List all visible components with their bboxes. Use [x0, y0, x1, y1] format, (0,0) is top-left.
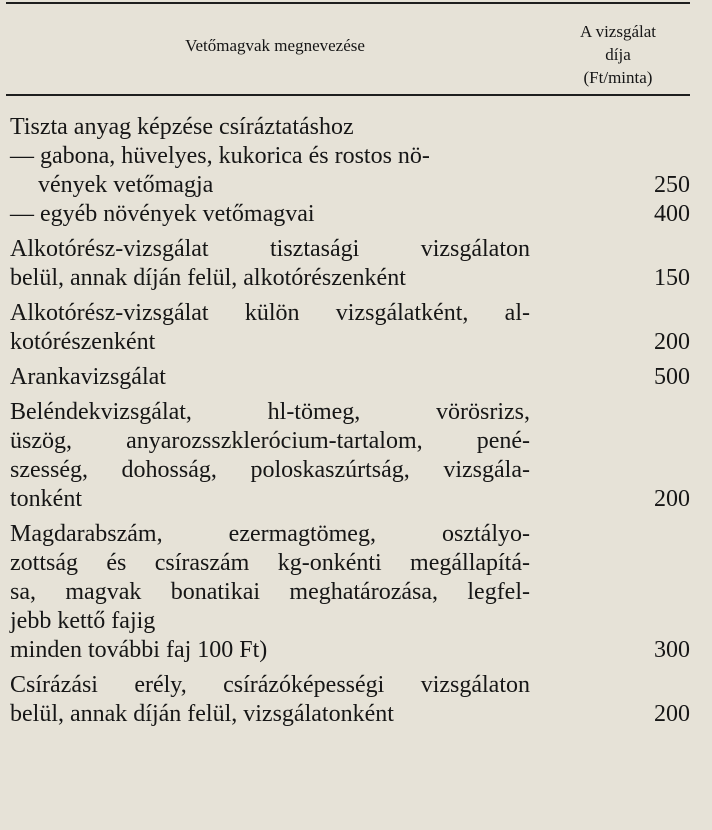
row-fee: 200 [654, 329, 690, 355]
row-text-line: szesség, dohosság, poloskaszúrtság, vizsgála- [10, 457, 530, 483]
table-row [10, 520, 690, 665]
row-description [10, 520, 530, 665]
table-row [10, 299, 690, 357]
row-description [10, 142, 530, 200]
row-text-line: Alkotórész-vizsgálat külön vizsgálatként, al- [10, 300, 530, 326]
row-text-line: üszög, anyarozsszklerócium-tartalom, pené- [10, 428, 530, 454]
row-fee: 300 [654, 637, 690, 663]
fee-header-line: díja [605, 45, 631, 64]
fee-table-body [10, 113, 690, 735]
header-rule [6, 94, 690, 96]
row-text-line: sa, magvak bonatikai meghatározása, legfel- [10, 579, 530, 605]
row-text-line: jebb kettő fajig [10, 608, 156, 634]
row-description [10, 363, 530, 392]
row-text-line: Tiszta anyag képzése csíráztatáshoz [10, 114, 354, 140]
row-text-line: zottság és csíraszám kg-onkénti megállapítá- [10, 550, 530, 576]
table-row [10, 142, 690, 200]
row-fee: 200 [654, 701, 690, 727]
row-text-line: — gabona, hüvelyes, kukorica és rostos nö- [10, 143, 430, 169]
fee-header-line: (Ft/minta) [583, 68, 653, 87]
row-text-line: Arankavizsgálat [10, 364, 166, 390]
column-header-seed-name: Vetőmagvak megnevezése [185, 36, 365, 55]
table-row [10, 113, 690, 142]
table-row [10, 398, 690, 514]
row-text-line: minden további faj 100 Ft) [10, 637, 268, 663]
table-row [10, 200, 690, 229]
column-header-fee [548, 20, 688, 89]
row-fee: 150 [654, 265, 690, 291]
table-row [10, 671, 690, 729]
row-description [10, 398, 530, 514]
row-description [10, 113, 547, 142]
row-text-line: kotórészenként [10, 329, 156, 355]
row-text-line: tonként [10, 486, 82, 512]
row-text-line: belül, annak díján felül, vizsgálatonként [10, 701, 394, 727]
row-description [10, 235, 530, 293]
row-text-line: vények vetőmagja [38, 172, 214, 198]
row-text-line: Csírázási erély, csírázóképességi vizsgálaton [10, 672, 530, 698]
row-fee: 500 [654, 364, 690, 390]
table-row [10, 363, 690, 392]
row-text-line: Magdarabszám, ezermagtömeg, osztályo- [10, 521, 530, 547]
fee-header-line: A vizsgálat [579, 22, 656, 41]
row-text-line: Beléndekvizsgálat, hl-tömeg, vörösrizs, [10, 399, 530, 425]
row-fee: 250 [654, 172, 690, 198]
row-fee: 400 [654, 201, 690, 227]
row-description [10, 671, 530, 729]
row-text-line: — egyéb növények vetőmagvai [10, 201, 315, 227]
table-row [10, 235, 690, 293]
top-rule [6, 2, 690, 4]
row-text-line: belül, annak díján felül, alkotórészenként [10, 265, 406, 291]
row-fee: 200 [654, 486, 690, 512]
row-description [10, 299, 530, 357]
row-description [10, 200, 530, 229]
row-text-line: Alkotórész-vizsgálat tisztasági vizsgálaton [10, 236, 530, 262]
